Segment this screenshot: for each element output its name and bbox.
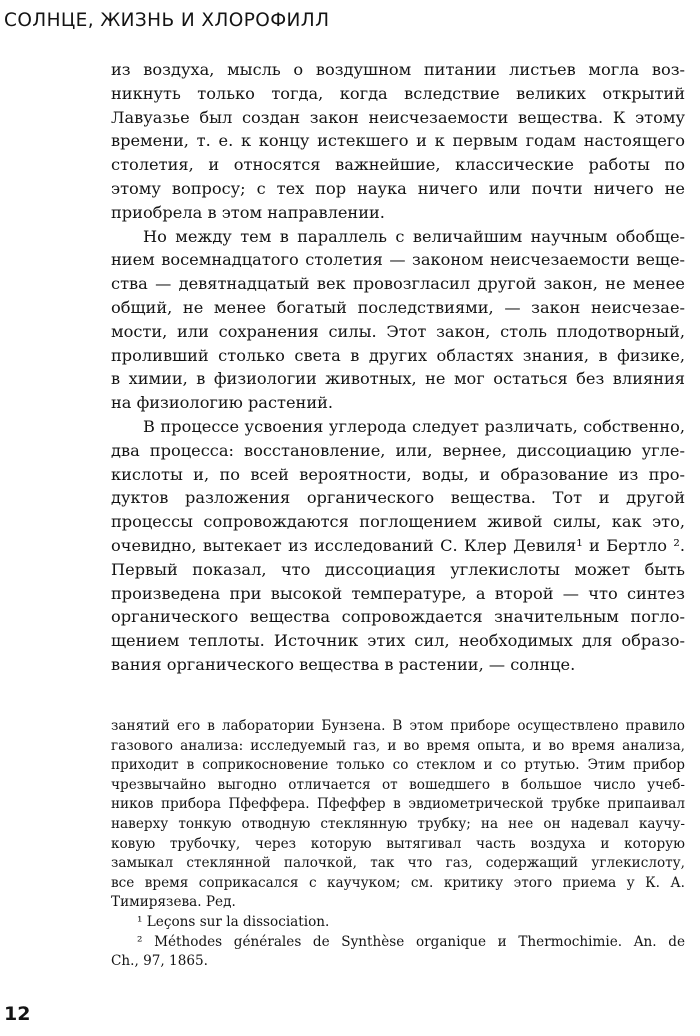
footnote-line: приходит в соприкосновение только со стеклом и со ртутью. Этим прибор <box>111 757 685 774</box>
text-line: в химии, в физиологии животных, не мог остаться без влияния <box>111 369 685 389</box>
text-line: столетия, и относятся важнейшие, классические работы по <box>111 155 685 175</box>
text-line: два процесса: восстановление, или, вернее, диссоциацию угле- <box>111 440 685 460</box>
main-text <box>111 58 685 677</box>
footnote-line: ников прибора Пфеффера. Пфеффер в эвдиометрической трубке припаивал <box>111 796 685 813</box>
text-line: процессы сопровождаются поглощением живой силы, как это, <box>111 512 685 532</box>
text-line: щением теплоты. Источник этих сил, необходимых для образо- <box>111 631 685 651</box>
running-head: СОЛНЦЕ, ЖИЗНЬ И ХЛОРОФИЛЛ <box>4 10 330 31</box>
text-line: приобрела в этом направлении. <box>111 202 385 222</box>
text-line: очевидно, вытекает из исследований С. Клер Девиля¹ и Бертло ². <box>111 535 685 555</box>
text-line: времени, т. е. к концу истекшего и к первым годам настоящего <box>111 131 685 151</box>
text-line: Но между тем в параллель с величайшим научным обобще- <box>143 226 685 246</box>
text-line: Лавуазье был создан закон неисчезаемости вещества. К этому <box>111 107 685 127</box>
text-line: нием восемнадцатого столетия — законом неисчезаемости веще- <box>111 250 685 270</box>
paragraph-3 <box>111 415 685 677</box>
text-line: этому вопросу; с тех пор наука ничего или почти ничего не <box>111 178 685 198</box>
text-line: органического вещества сопровождается значительным погло- <box>111 607 685 627</box>
footnote-2-continuation: Ch., 97, 1865. <box>111 953 208 970</box>
footnote-line: ковую трубочку, через которую вытягивал часть воздуха и которую <box>111 835 685 852</box>
footnote-line: все время соприкасался с каучуком; см. критику этого приема у К. А. <box>111 874 685 891</box>
text-line: ства — девятнадцатый век провозгласил другой закон, не менее <box>111 274 685 294</box>
text-line: В процессе усвоения углерода следует различать, собственно, <box>143 416 685 436</box>
text-line: проливший столько света в других областях знания, в физике, <box>111 345 685 365</box>
footnote-line: занятий его в лаборатории Бунзена. В этом приборе осуществлено правило <box>111 718 685 734</box>
paragraph-2 <box>111 225 685 415</box>
paragraph-1 <box>111 58 685 225</box>
text-line: никнуть только тогда, когда вследствие великих открытий <box>111 83 685 103</box>
footnotes <box>111 717 685 972</box>
text-line: общий, не менее богатый последствиями, — закон неисчезае- <box>111 297 685 317</box>
text-line: Первый показал, что диссоциация углекислоты может быть <box>111 559 685 579</box>
footnote-line: замыкал стеклянной палочкой, так что газ, содержащий углекислоту, <box>111 855 685 872</box>
text-line: кислоты и, по всей вероятности, воды, и образование из про- <box>111 464 685 484</box>
text-line: вания органического вещества в растении, — солнце. <box>111 654 576 674</box>
footnote-line: наверху тонкую отводную стеклянную трубку; на нее он надевал каучу- <box>111 815 685 832</box>
footnote-line: газового анализа: исследуемый газ, и во время опыта, и во время анализа, <box>111 737 685 754</box>
footnote-1: ¹ Leçons sur la dissociation. <box>137 913 330 930</box>
footnote-line: Тимирязева. Ред. <box>111 894 236 911</box>
footnote-line: чрезвычайно выгодно отличается от вошедшего в большое число учеб- <box>111 776 685 793</box>
text-line: произведена при высокой температуре, а второй — что синтез <box>111 583 685 603</box>
text-line: дуктов разложения органического вещества. Тот и другой <box>111 488 685 508</box>
text-line: на физиологию растений. <box>111 393 334 413</box>
text-line: из воздуха, мысль о воздушном питании листьев могла воз- <box>111 60 685 79</box>
page-number: 12 <box>4 1003 31 1025</box>
footnote-2: ² Méthodes générales de Synthèse organique и Thermochimie. An. de <box>137 933 685 950</box>
text-line: мости, или сохранения силы. Этот закон, столь плодотворный, <box>111 321 685 341</box>
